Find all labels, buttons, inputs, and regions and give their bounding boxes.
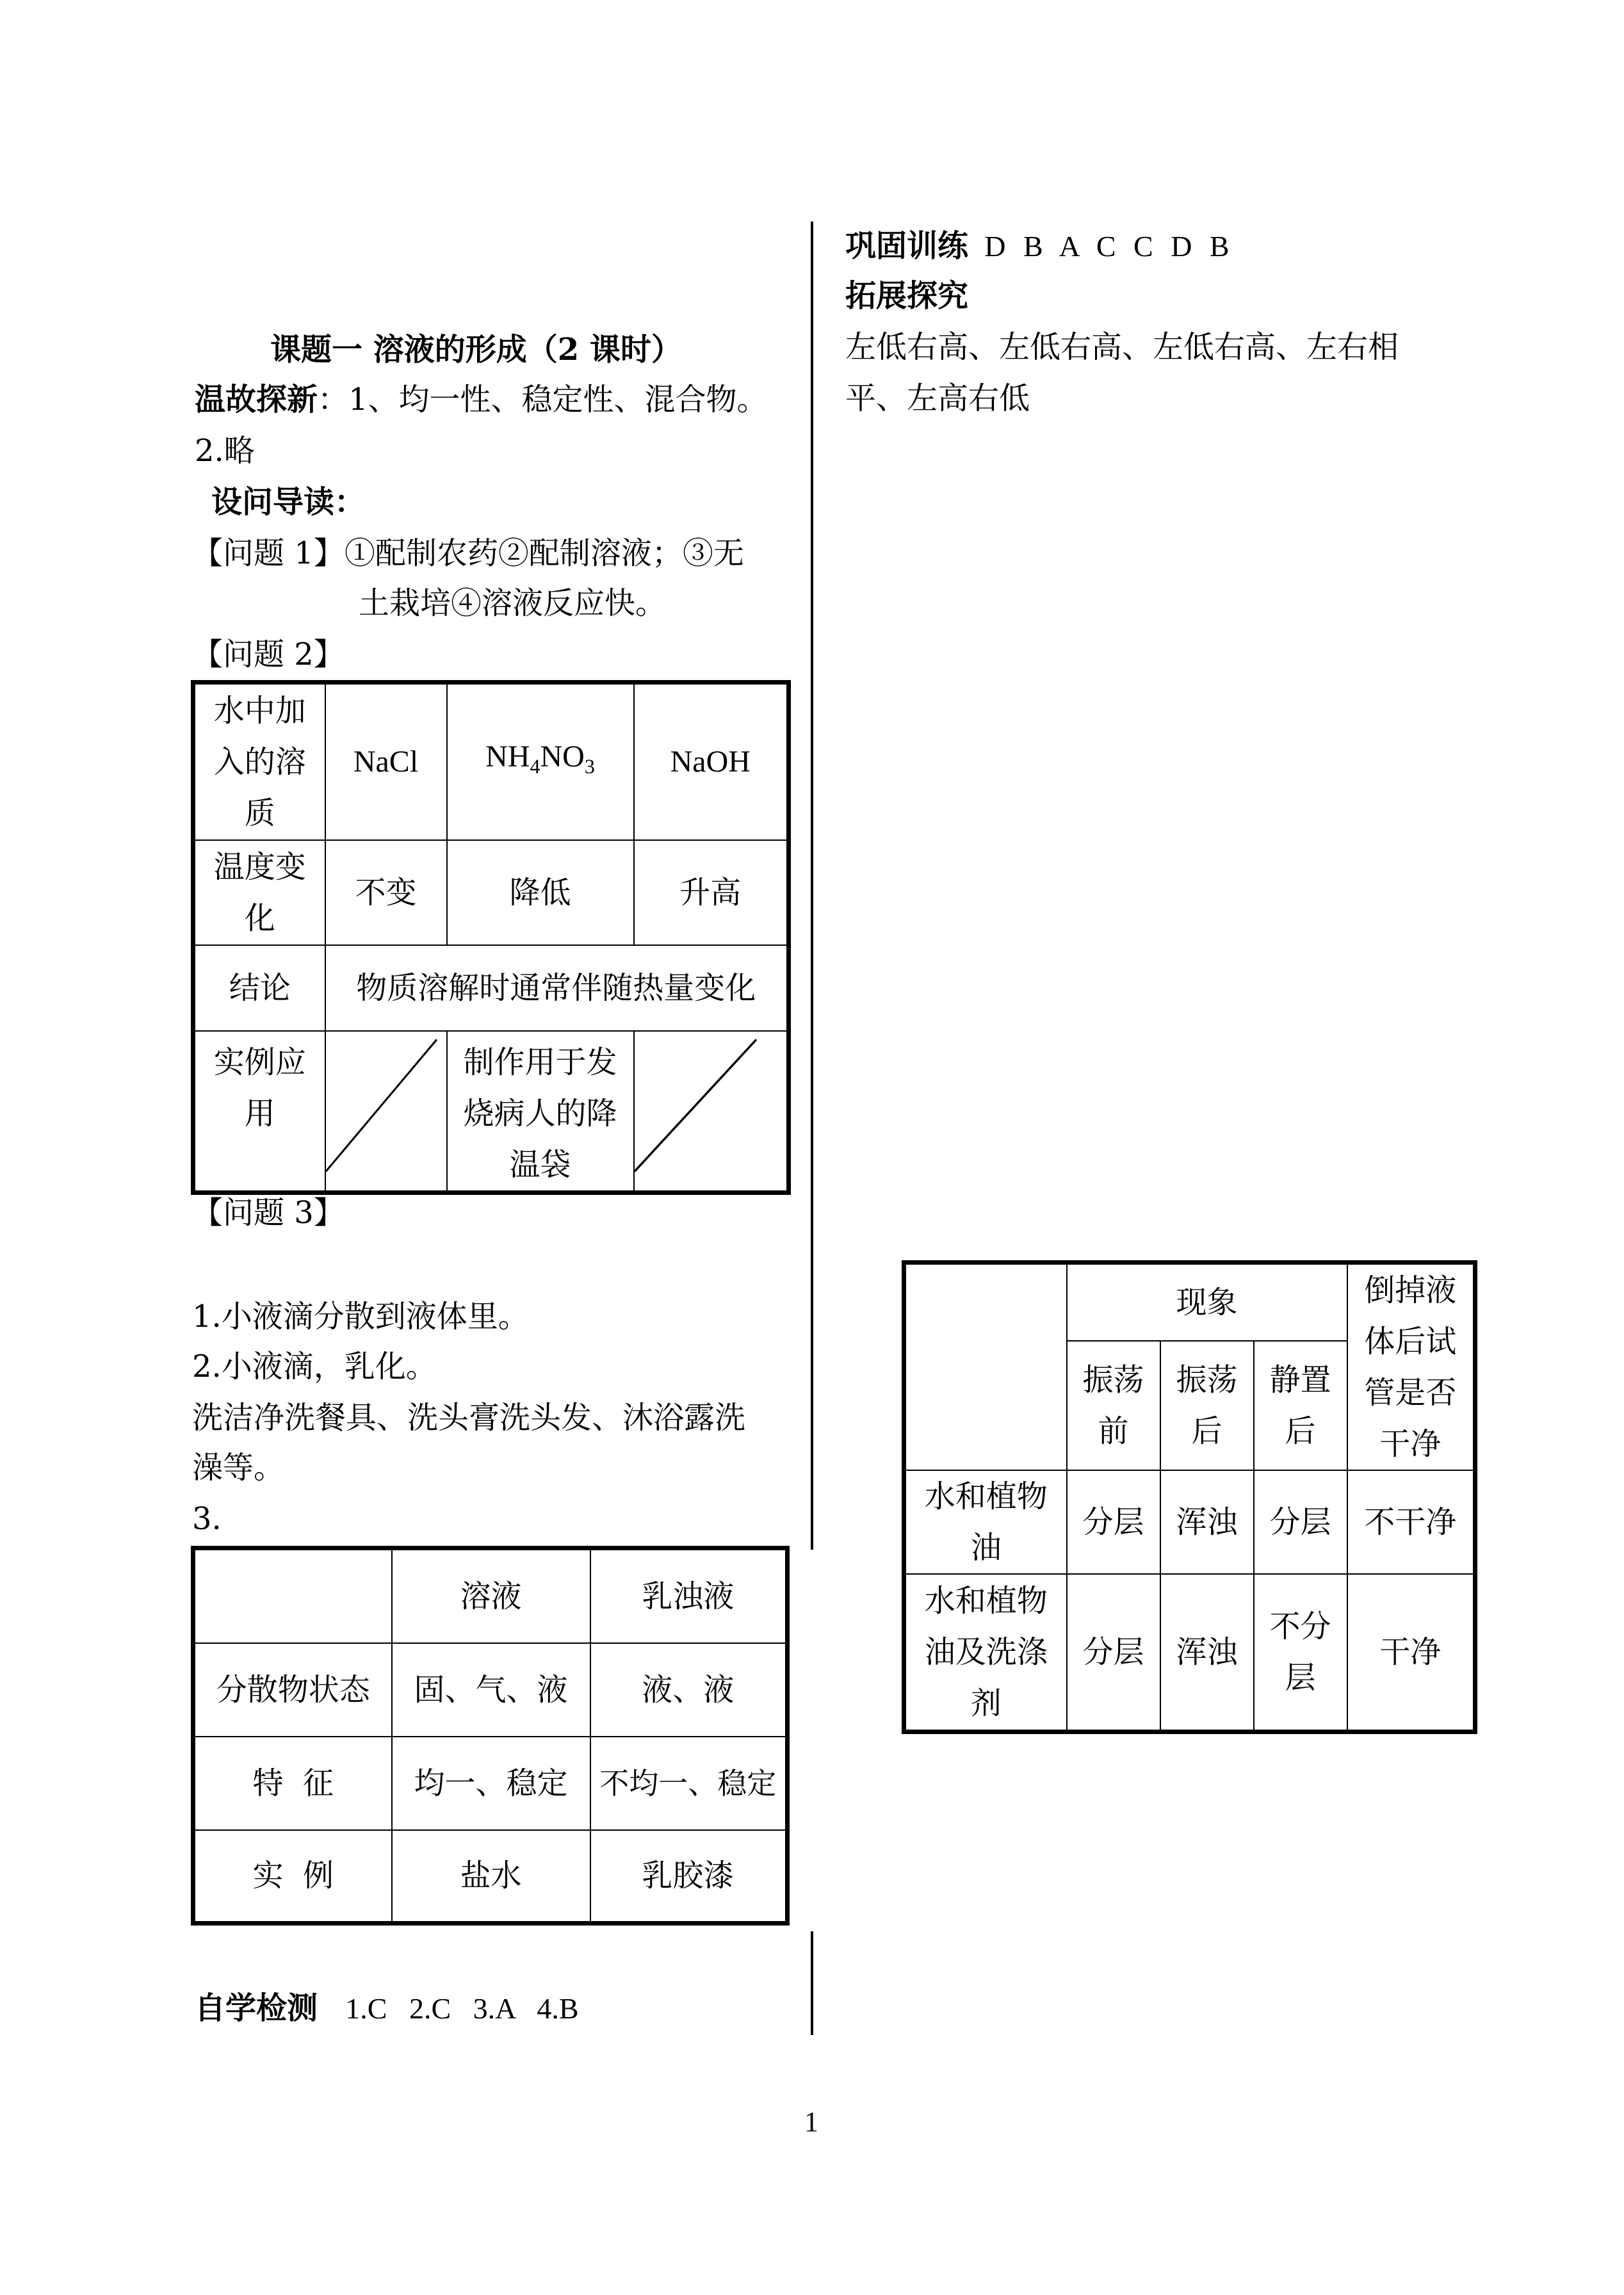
lesson-title: 课题一 溶液的形成（2 课时）: [270, 332, 682, 368]
table-row: [904, 1263, 1475, 1342]
review-item-2: 2.略: [195, 433, 255, 469]
formula-part: NO: [540, 740, 585, 774]
review-label: 温故探新: [195, 382, 318, 418]
table-cell: 不分层: [1254, 1574, 1347, 1731]
question-1-label: 【问题 1】: [192, 535, 345, 571]
formula-subscript: 3: [584, 755, 595, 779]
table-cell: 静置后: [1254, 1341, 1347, 1470]
table-cell: 水和植物油及洗涤剂: [904, 1574, 1067, 1731]
table-cell: [904, 1263, 1067, 1471]
table-cell: 分层: [1067, 1574, 1160, 1731]
question-1-line1: ①配制农药②配制溶液；③无: [344, 535, 744, 571]
self-test-answers: 1.C 2.C 3.A 4.B: [345, 1992, 579, 2025]
table-cell: NaCl: [325, 683, 447, 840]
formula-part: NH: [485, 740, 530, 774]
table-cell: 实例应用: [193, 1031, 325, 1193]
table-cell: 制作用于发烧病人的降温袋: [447, 1031, 634, 1193]
table-cell: 分层: [1067, 1470, 1160, 1574]
emulsion-experiment-table: [902, 1260, 1477, 1734]
table-cell: NaOH: [634, 683, 789, 840]
table-cell: 干净: [1347, 1574, 1475, 1731]
table-cell: 振荡后: [1160, 1341, 1254, 1470]
table-cell: [193, 1548, 392, 1643]
table-cell: 溶液: [392, 1548, 590, 1643]
dissolution-heat-table: [191, 680, 791, 1195]
table-cell: 固、气、液: [392, 1643, 590, 1737]
practice-label: 巩固训练: [845, 228, 969, 264]
review-text: ：1、均一性、稳定性、混合物。: [318, 382, 768, 418]
table-cell: 分层: [1254, 1470, 1347, 1574]
table-row: [193, 683, 789, 840]
table-row: [193, 1548, 788, 1643]
review-line: [195, 382, 768, 419]
page-number: 1: [804, 2106, 818, 2137]
table-cell: 结论: [193, 945, 325, 1031]
question-2-label: 【问题 2】: [192, 637, 345, 672]
question-3-item-4: 3.: [192, 1501, 222, 1537]
table-cell: 不变: [325, 840, 447, 945]
guide-label: 设问导读：: [211, 484, 366, 520]
table-cell: 浑浊: [1160, 1470, 1254, 1574]
table-row: [193, 1031, 789, 1193]
table-cell: 特 征: [193, 1737, 392, 1830]
diagonal-slash: [326, 1032, 446, 1190]
question-3-item-3-cont: 澡等。: [192, 1450, 285, 1486]
practice-line: [845, 228, 1235, 265]
table-cell: 水中加入的溶质: [193, 683, 325, 840]
table-cell: 倒掉液体后试管是否干净: [1347, 1263, 1475, 1471]
table-cell-empty-diagonal: [325, 1031, 447, 1193]
question-3-label: 【问题 3】: [192, 1195, 345, 1231]
table-cell: 实 例: [193, 1830, 392, 1924]
question-1: [192, 535, 744, 572]
table-cell: [447, 683, 634, 840]
table-cell: 不均一、稳定: [590, 1737, 788, 1830]
table-cell: 浑浊: [1160, 1574, 1254, 1731]
table-row: [193, 1737, 788, 1830]
question-3-item-1: 1.小液滴分散到液体里。: [192, 1299, 529, 1334]
table-cell-empty-diagonal: [634, 1031, 789, 1193]
table-cell: 现象: [1067, 1263, 1347, 1342]
diagonal-slash: [635, 1032, 787, 1190]
table-row: [193, 1643, 788, 1737]
table-cell: 不干净: [1347, 1470, 1475, 1574]
column-divider-top: [811, 222, 813, 1550]
question-3-item-2: 2.小液滴，乳化。: [192, 1349, 437, 1384]
column-divider-bottom: [811, 1931, 813, 2035]
practice-answers: D B A C C D B: [984, 230, 1235, 263]
solution-emulsion-table: [191, 1546, 790, 1926]
table-row: [193, 1830, 788, 1924]
table-cell: 盐水: [392, 1830, 590, 1924]
table-cell: 温度变化: [193, 840, 325, 945]
table-cell: 物质溶解时通常伴随热量变化: [325, 945, 789, 1031]
explore-line-2: 平、左高右低: [845, 380, 1030, 416]
formula-subscript: 4: [530, 755, 540, 779]
question-1-line2: 土栽培④溶液反应快。: [359, 585, 667, 621]
explore-line-1: 左低右高、左低右高、左低右高、左右相: [845, 329, 1399, 365]
table-cell: 分散物状态: [193, 1643, 392, 1737]
table-cell: 升高: [634, 840, 789, 945]
table-cell: 水和植物油: [904, 1470, 1067, 1574]
explore-label: 拓展探究: [845, 278, 969, 314]
table-row: [193, 840, 789, 945]
table-cell: 均一、稳定: [392, 1737, 590, 1830]
table-row: [193, 945, 789, 1031]
question-3-item-3: 洗洁净洗餐具、洗头膏洗头发、沐浴露洗: [192, 1400, 746, 1436]
table-row: [904, 1470, 1475, 1574]
table-cell: 振荡前: [1067, 1341, 1160, 1470]
table-cell: 降低: [447, 840, 634, 945]
self-test-label: 自学检测: [195, 1990, 318, 2026]
table-cell: 液、液: [590, 1643, 788, 1737]
table-cell: 乳胶漆: [590, 1830, 788, 1924]
self-test-line: [195, 1990, 579, 2027]
table-row: [904, 1574, 1475, 1731]
table-cell: 乳浊液: [590, 1548, 788, 1643]
